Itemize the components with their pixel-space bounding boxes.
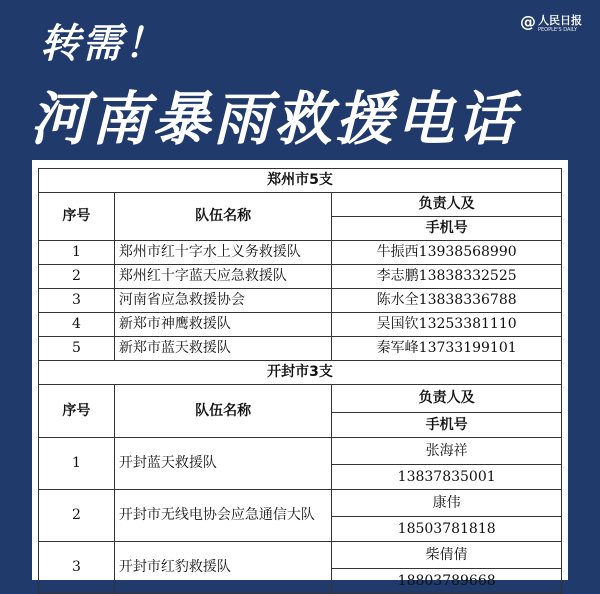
table-row: [39, 313, 562, 337]
table-row: [39, 438, 562, 465]
top-line: 转需！: [40, 21, 166, 67]
rescue-table: [38, 168, 562, 594]
contact-phone: 18803789668: [332, 569, 562, 594]
table-row: [39, 542, 562, 569]
section-title: 开封市3支: [39, 361, 562, 385]
row-number: 5: [39, 337, 115, 361]
table-row: [39, 241, 562, 265]
contact-phone: 13837835001: [332, 465, 562, 490]
team-name: 郑州红十字蓝天应急救援队: [114, 265, 331, 289]
header: [0, 0, 600, 165]
col-team: 队伍名称: [114, 193, 331, 241]
contact: 秦军峰13733199101: [332, 337, 562, 361]
col-team: 队伍名称: [114, 385, 331, 438]
row-number: 2: [39, 490, 115, 542]
team-name: 新郑市蓝天救援队: [114, 337, 331, 361]
table-row: [39, 289, 562, 313]
contact-person: 康伟: [332, 490, 562, 517]
row-number: 1: [39, 438, 115, 490]
team-name: 河南省应急救援协会: [114, 289, 331, 313]
team-name: 郑州市红十字水上义务救援队: [114, 241, 331, 265]
contact-person: 柴倩倩: [332, 542, 562, 569]
contact: 吴国钦13253381110: [332, 313, 562, 337]
team-name: 开封蓝天救援队: [114, 438, 331, 490]
contact-person: 张海祥: [332, 438, 562, 465]
team-name: 开封市无线电协会应急通信大队: [114, 490, 331, 542]
section-row: [39, 361, 562, 385]
table-row: [39, 337, 562, 361]
team-name: 开封市红豹救援队: [114, 542, 331, 594]
table-row: [39, 490, 562, 517]
section-title: 郑州市5支: [39, 169, 562, 193]
col-seq: 序号: [39, 385, 115, 438]
contact: 牛振西13938568990: [332, 241, 562, 265]
col-contact-line2: 手机号: [332, 413, 562, 438]
col-seq: 序号: [39, 193, 115, 241]
row-number: 3: [39, 289, 115, 313]
page-title: 河南暴雨救援电话: [30, 85, 519, 153]
rescue-sheet: [32, 160, 568, 589]
people-daily-logo: [520, 10, 592, 38]
row-number: 1: [39, 241, 115, 265]
col-contact-line1: 负责人及: [332, 193, 562, 217]
team-name: 新郑市神鹰救援队: [114, 313, 331, 337]
table-row: [39, 265, 562, 289]
contact: 陈水全13838336788: [332, 289, 562, 313]
row-number: 2: [39, 265, 115, 289]
contact: 李志鹏13838332525: [332, 265, 562, 289]
row-number: 3: [39, 542, 115, 594]
row-number: 4: [39, 313, 115, 337]
col-contact-line2: 手机号: [332, 217, 562, 241]
contact-phone: 18503781818: [332, 517, 562, 542]
logo-at-icon: @: [520, 12, 536, 31]
section-row: [39, 169, 562, 193]
logo-name: 人民日报: [538, 14, 582, 27]
table-header-row: [39, 385, 562, 413]
logo-english: PEOPLE'S DAILY: [538, 27, 578, 33]
col-contact-line1: 负责人及: [332, 385, 562, 413]
table-header-row: [39, 193, 562, 217]
